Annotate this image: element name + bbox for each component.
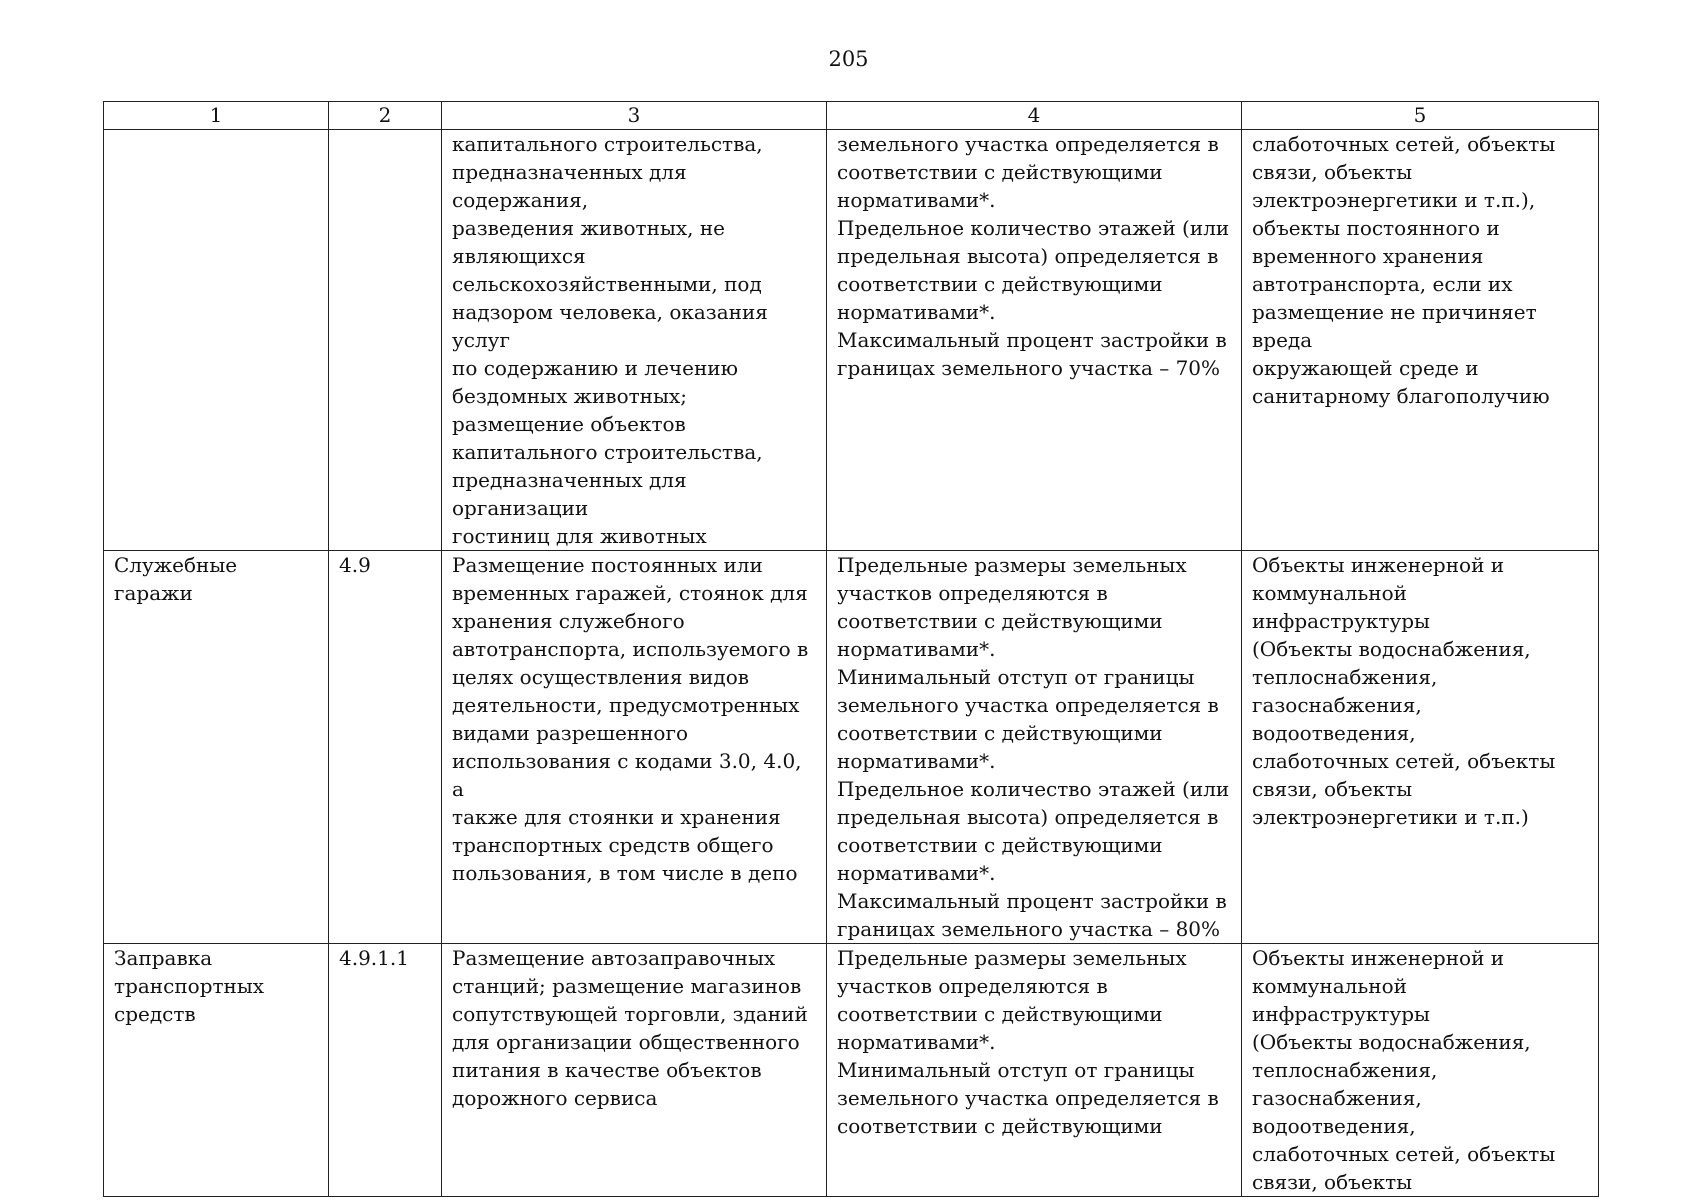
table-row (104, 944, 1599, 1197)
cell-use-description: Размещение автозаправочных станций; размещение магазинов сопутствующей торговли, зданий для организации общественного питания в качестве объектов дорожного сервиса (442, 944, 827, 1197)
cell-auxiliary-uses: Объекты инженерной и коммунальной инфраструктуры (Объекты водоснабжения, теплоснабжения, газоснабжения, водоотведения, слаботочных сетей, объекты связи, объекты (1242, 944, 1599, 1197)
header-col-3: 3 (442, 102, 827, 130)
header-col-2: 2 (329, 102, 442, 130)
cell-parameters: Предельные размеры земельных участков определяются в соответствии с действующими нормативами*. Минимальный отступ от границы земельного участка определяется в соответствии с действующими нормативами*. Предельное количество этажей (или предельная высота) определяется в соответствии с действующими нормативами*. Максимальный процент застройки в границах земельного участка – 80% (827, 551, 1242, 944)
header-col-5: 5 (1242, 102, 1599, 130)
header-col-4: 4 (827, 102, 1242, 130)
cell-parameters: земельного участка определяется в соответствии с действующими нормативами*. Предельное количество этажей (или предельная высота) определяется в соответствии с действующими нормативами*. Максимальный процент застройки в границах земельного участка – 70% (827, 130, 1242, 551)
cell-use-code: 4.9.1.1 (329, 944, 442, 1197)
cell-use-name: Заправка транспортных средств (104, 944, 329, 1197)
cell-parameters: Предельные размеры земельных участков определяются в соответствии с действующими нормативами*. Минимальный отступ от границы земельного участка определяется в соответствии с действующими (827, 944, 1242, 1197)
cell-use-description: капитального строительства, предназначенных для содержания, разведения животных, не являющихся сельскохозяйственными, под надзором человека, оказания услуг по содержанию и лечению бездомных животных; размещение объектов капитального строительства, предназначенных для организации гостиниц для животных (442, 130, 827, 551)
cell-use-description: Размещение постоянных или временных гаражей, стоянок для хранения служебного автотранспорта, используемого в целях осуществления видов деятельности, предусмотренных видами разрешенного использования с кодами 3.0, 4.0, а также для стоянки и хранения транспортных средств общего пользования, в том числе в депо (442, 551, 827, 944)
table-row (104, 130, 1599, 551)
cell-use-code: 4.9 (329, 551, 442, 944)
regulations-table (103, 101, 1599, 1197)
cell-auxiliary-uses: Объекты инженерной и коммунальной инфраструктуры (Объекты водоснабжения, теплоснабжения, газоснабжения, водоотведения, слаботочных сетей, объекты связи, объекты электроэнергетики и т.п.) (1242, 551, 1599, 944)
page-number: 205 (828, 47, 869, 71)
cell-use-name: Служебные гаражи (104, 551, 329, 944)
cell-use-code (329, 130, 442, 551)
table-row (104, 551, 1599, 944)
cell-use-name (104, 130, 329, 551)
cell-auxiliary-uses: слаботочных сетей, объекты связи, объекты электроэнергетики и т.п.), объекты постоянного и временного хранения автотранспорта, если их размещение не причиняет вреда окружающей среде и санитарному благополучию (1242, 130, 1599, 551)
table-header-row (104, 102, 1599, 130)
header-col-1: 1 (104, 102, 329, 130)
